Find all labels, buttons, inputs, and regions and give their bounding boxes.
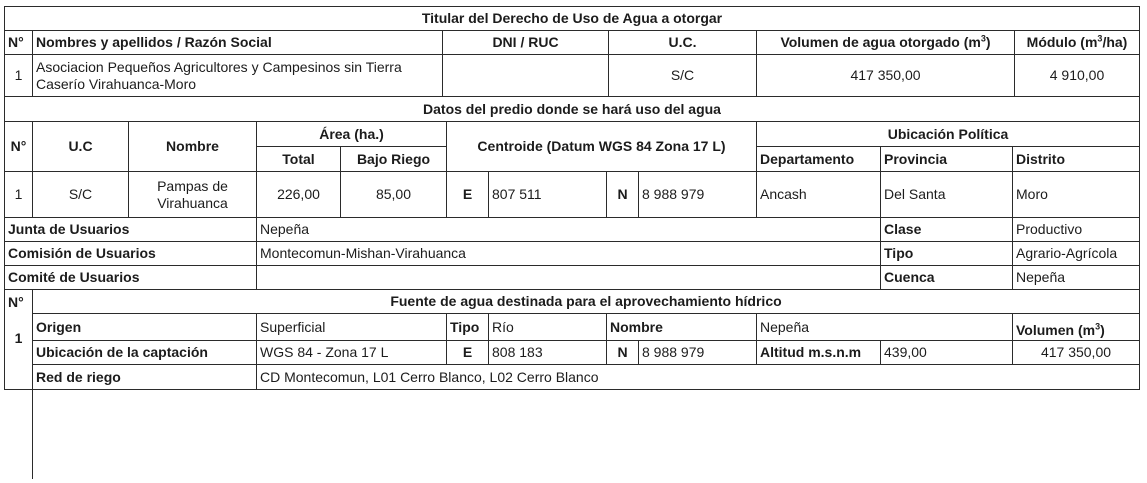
predio-col-area: Área (ha.) (257, 122, 447, 147)
junta-value: Nepeña (257, 218, 881, 242)
predio-nombre-line1: Pampas de (157, 177, 228, 194)
altitud-label: Altitud m.s.n.m (757, 341, 881, 365)
predio-nombre-line2: Virahuanca (157, 194, 228, 211)
titular-row-n: 1 (5, 55, 33, 97)
cuenca-label: Cuenca (881, 266, 1013, 290)
predio-row-nombre (129, 172, 257, 218)
fuente-heading: Fuente de agua destinada para el aprovechamiento hídrico (33, 290, 1139, 314)
titular-heading: Titular del Derecho de Uso de Agua a otorgar (5, 7, 1139, 31)
junta-label: Junta de Usuarios (5, 218, 257, 242)
predio-row-total: 226,00 (257, 172, 341, 218)
fuente-tipo-value: Río (489, 314, 607, 341)
titular-row-modulo: 4 910,00 (1015, 55, 1139, 97)
col-modulo (1015, 31, 1139, 55)
fuente-volumen-value: 417 350,00 (1013, 341, 1139, 365)
titular-nombre-line1: Asociacion Pequeños Agricultores y Campesinos sin Tierra (36, 58, 402, 75)
comision-label: Comisión de Usuarios (5, 242, 257, 266)
comision-value: Montecomun-Mishan-Virahuanca (257, 242, 881, 266)
col-modulo-text: Módulo $(m^3/ha)$ (1026, 33, 1128, 51)
col-uc: U.C. (609, 31, 757, 55)
col-n: N° (5, 31, 33, 55)
col-dni-ruc: DNI / RUC (443, 31, 609, 55)
comite-value (257, 266, 881, 290)
predio-col-total: Total (257, 147, 341, 172)
origen-label: Origen (33, 314, 257, 341)
predio-col-departamento: Departamento (757, 147, 881, 172)
predio-row-distrito: Moro (1013, 172, 1139, 218)
predio-col-uc: U.C (33, 122, 129, 172)
predio-row-e-value: 807 511 (489, 172, 607, 218)
origen-value: Superficial (257, 314, 447, 341)
predio-col-distrito: Distrito (1013, 147, 1139, 172)
titular-row-volumen: 417 350,00 (757, 55, 1015, 97)
predio-row-n-value: 8 988 979 (639, 172, 757, 218)
predio-row-bajo-riego: 85,00 (341, 172, 447, 218)
predio-row-provincia: Del Santa (881, 172, 1013, 218)
fuente-tipo-label: Tipo (447, 314, 489, 341)
fuente-col-n: N° (5, 290, 33, 314)
fuente-row-n: 1 (5, 314, 33, 479)
fuente-col-volumen (1013, 314, 1139, 341)
captacion-e-label: E (447, 341, 489, 365)
predio-col-centroide: Centroide (Datum WGS 84 Zona 17 L) (447, 122, 757, 172)
titular-row-dni (443, 55, 609, 97)
captacion-n-value: 8 988 979 (639, 341, 757, 365)
predio-heading: Datos del predio donde se hará uso del agua (5, 97, 1139, 122)
predio-col-nombre: Nombre (129, 122, 257, 172)
titular-row-nombre (33, 55, 443, 97)
altitud-value: 439,00 (881, 341, 1013, 365)
predio-row-n: 1 (5, 172, 33, 218)
clase-label: Clase (881, 218, 1013, 242)
comite-label: Comité de Usuarios (5, 266, 257, 290)
titular-row-uc: S/C (609, 55, 757, 97)
tipo-label: Tipo (881, 242, 1013, 266)
col-volumen-otorgado-text: Volumen de agua otorgado $(m^3)$ (780, 33, 991, 51)
predio-col-n: N° (5, 122, 33, 172)
fuente-col-volumen-text: Volumen $(m^3)$ (1016, 320, 1105, 338)
captacion-e-value: 808 183 (489, 341, 607, 365)
predio-col-bajo-riego: Bajo Riego (341, 147, 447, 172)
titular-nombre-line2: Caserío Virahuanca-Moro (36, 75, 197, 92)
col-nombres: Nombres y apellidos / Razón Social (33, 31, 443, 55)
red-label: Red de riego (33, 365, 257, 389)
predio-row-uc: S/C (33, 172, 129, 218)
predio-row-e-label: E (447, 172, 489, 218)
predio-row-departamento: Ancash (757, 172, 881, 218)
predio-col-provincia: Provincia (881, 147, 1013, 172)
cuenca-value: Nepeña (1013, 266, 1139, 290)
water-rights-document (4, 6, 1140, 390)
fuente-nombre-value: Nepeña (757, 314, 1013, 341)
fuente-nombre-label: Nombre (607, 314, 757, 341)
predio-col-ubicacion: Ubicación Política (757, 122, 1139, 147)
col-volumen-otorgado (757, 31, 1015, 55)
predio-row-n-label: N (607, 172, 639, 218)
red-value: CD Montecomun, L01 Cerro Blanco, L02 Cerro Blanco (260, 368, 599, 385)
captacion-n-label: N (607, 341, 639, 365)
tipo-value: Agrario-Agrícola (1013, 242, 1139, 266)
clase-value: Productivo (1013, 218, 1139, 242)
captacion-label: Ubicación de la captación (33, 341, 257, 365)
captacion-value: WGS 84 - Zona 17 L (257, 341, 447, 365)
